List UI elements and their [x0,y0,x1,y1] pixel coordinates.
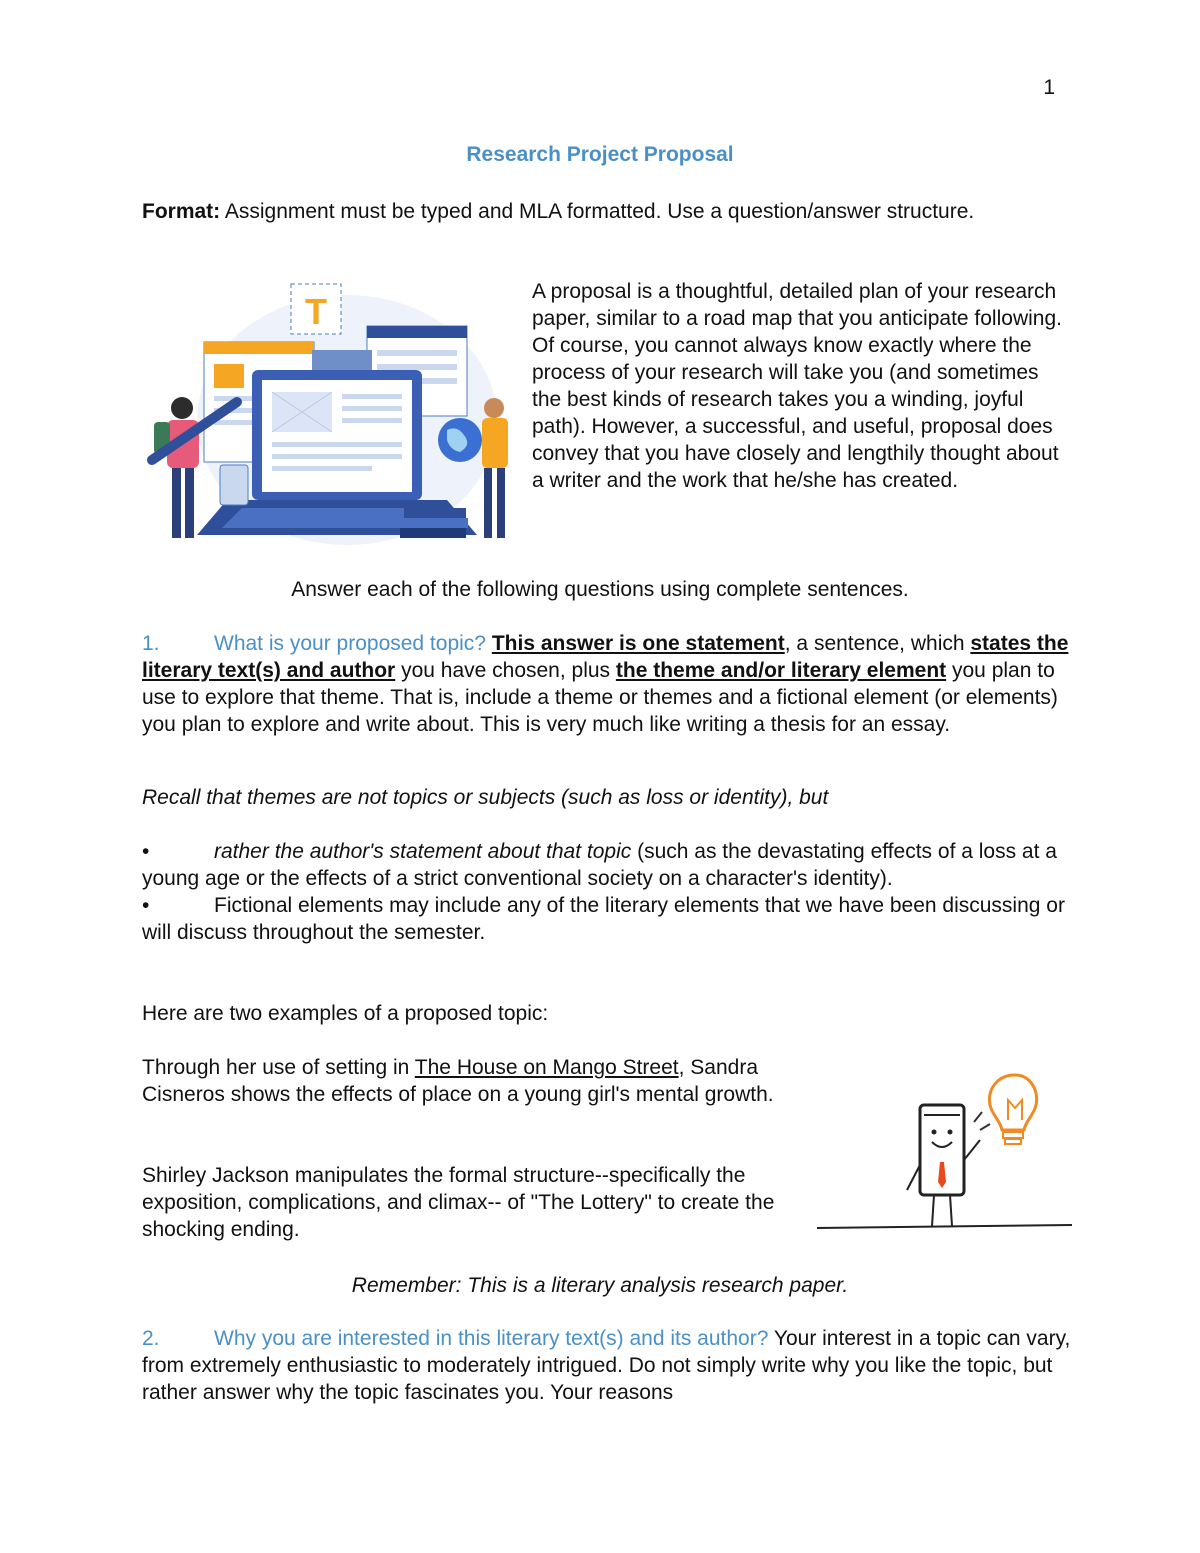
intro-paragraph: A proposal is a thoughtful, detailed plan of your research paper, similar to a road map that you anticipate following. Of course, you cannot always know exactly where the process of your research will take you (and sometimes the best kinds of research takes you a winding, joyful path). However, a successful, and useful, proposal does convey that you have closely and lengthily thought about a writer and the work that he/she has created. [532,280,1062,492]
question-1 [142,630,1072,738]
example-1 [142,1054,792,1108]
question-1-emphasis-1: This answer is one statement [491,632,785,655]
stick-figure [907,1105,980,1226]
research-laptop-illustration [142,280,522,555]
bullet-2-text: Fictional elements may include any of the literary elements that we have been discussing or will discuss throughout the semester. [142,894,1065,944]
example-2: Shirley Jackson manipulates the formal structure--specifically the exposition, complications, and climax-- of "The Lottery" to create the shocking ending. [142,1164,775,1241]
question-2-number: 2. [142,1327,160,1350]
lightbulb-icon [989,1075,1036,1144]
recall-note: Recall that themes are not topics or subjects (such as loss or identity), but [142,786,829,809]
question-1-emphasis-3: the theme and/or literary element [615,659,947,682]
ground-line [817,1225,1072,1228]
bullet-1-rest: (such as the devastating effects of a loss at a young age or the effects of a strict conventional society on a character's identity). [142,840,1057,890]
question-2 [142,1325,1072,1406]
question-2-rest: Your interest in a topic can vary, from extremely enthusiastic to moderately intrigued. Do not simply write why you like the topic, but rather answer why the topic fascinates you. Your reasons [142,1327,1071,1404]
bullet-1-italic: rather the author's statement about that topic [214,840,632,863]
bullet-item-2 [142,892,1072,946]
question-1-text: What is your proposed topic? [214,632,486,655]
person-right-body [482,418,508,468]
bullet-marker: • [142,894,150,917]
person-left-head [171,397,193,419]
browser-image-block [214,364,244,388]
question-1-segment-2: , a sentence, which [784,632,971,655]
format-text: Assignment must be typed and MLA formatted. Use a question/answer structure. [220,200,975,223]
question-1-segment-4: you plan to use to explore that theme. That is, include a theme or themes and a fictional element (or elements) you plan to explore and write about. This is very much like writing a thesis for an essay. [142,659,1058,736]
bullet-marker: • [142,840,150,863]
person-right-head [484,398,504,418]
instructions-line: Answer each of the following questions using complete sentences. [291,578,909,601]
example-1-book-title: The House on Mango Street [414,1056,679,1079]
format-label: Format: [142,200,221,223]
text-tool-letter: T [305,291,327,332]
browser-window-right-bar [367,326,467,338]
question-1-number: 1. [142,632,160,655]
books-stack [404,508,466,518]
bullet-item-1 [142,838,1072,892]
calculator-icon [220,465,248,505]
document-title: Research Project Proposal [466,143,734,166]
remember-note: Remember: This is a literary analysis research paper. [351,1274,849,1297]
examples-intro: Here are two examples of a proposed topic: [142,1002,549,1025]
example-1-after: , Sandra Cisneros shows the effects of place on a young girl's mental growth. [142,1056,774,1106]
question-1-segment-3: you have chosen, plus [395,659,616,682]
browser-window-left-bar [204,342,314,354]
question-2-text: Why you are interested in this literary text(s) and its author? [214,1327,769,1350]
page-number: 1 [1043,76,1055,99]
question-1-emphasis-2: states the literary text(s) and author [142,632,1069,682]
format-paragraph [142,198,1022,225]
idea-figure-illustration [812,1060,1077,1240]
example-1-before: Through her use of setting in [142,1056,415,1079]
bullet-list [142,838,1072,946]
